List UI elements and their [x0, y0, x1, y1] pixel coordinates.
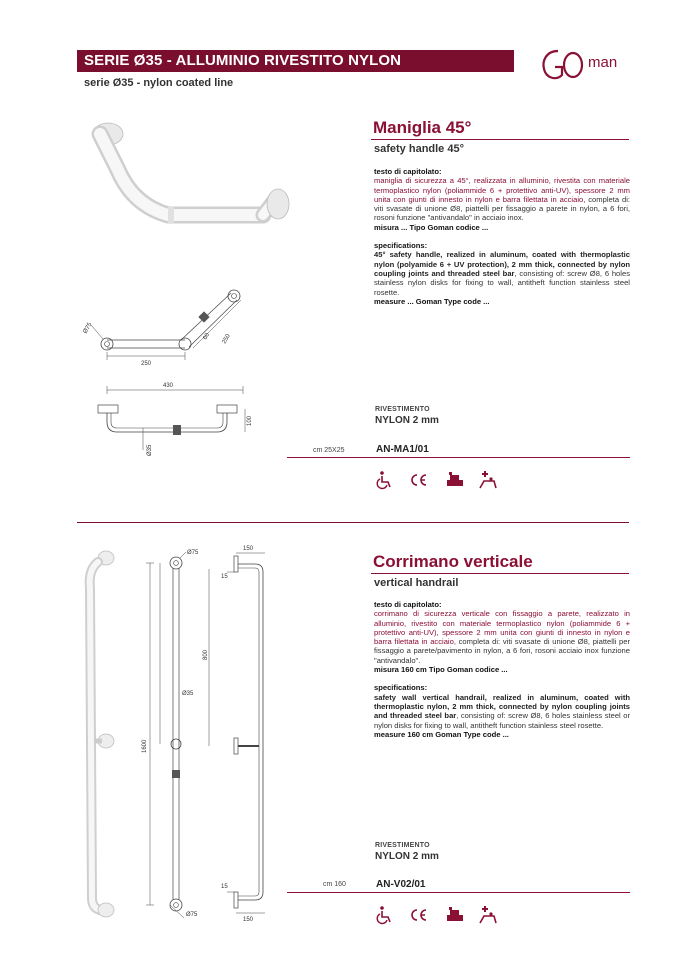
dim-1600: 1600: [142, 739, 148, 753]
dim-100: 100: [247, 415, 253, 426]
product2-photo: [80, 548, 130, 918]
page-subtitle: serie Ø35 - nylon coated line: [84, 77, 234, 89]
dim-d75-top: Ø75: [187, 550, 199, 556]
product2-en-text: , consisting of: screw Ø8, 6 holes stainless steel or nylon disks for fixing to wall, antitheft function stainless steel rosette.: [374, 711, 630, 730]
product2-subtitle: vertical handrail: [374, 577, 459, 589]
product1-en-measure: measure ... Goman Type code ...: [374, 296, 490, 306]
ce-mark-icon: [408, 905, 428, 925]
product1-code-rule: [287, 457, 630, 458]
dim-60: 60: [202, 332, 212, 341]
product1-en-label: specifications:: [374, 241, 428, 251]
dim-150-top: 150: [243, 546, 254, 552]
section-divider: [77, 522, 629, 523]
product2-icons: [374, 905, 514, 927]
dim-d75-bot: Ø75: [186, 912, 198, 918]
product2-en-label: specifications:: [374, 683, 428, 693]
dim-d35: Ø35: [182, 691, 194, 697]
product2-coating-label: RIVESTIMENTO: [375, 842, 430, 849]
product2-size: cm 160: [323, 881, 346, 888]
dim-15-bot: 15: [221, 884, 228, 890]
product2-it-text-red: corrimano di sicurezza verticale con fissaggio a parete, realizzato in alluminio, rivestito con materiale termoplastico nylon (poliammide 6 + protettivo anti-UV), spessore 2 mm unita con giunti di innesto in nylon e barra filettata in acciaio,: [374, 609, 630, 647]
wheelchair-icon: [374, 470, 394, 490]
wheelchair-icon: [374, 905, 394, 925]
product1-size: cm 25X25: [313, 447, 345, 454]
ce-mark-icon: [408, 470, 428, 490]
product1-it-text-red: maniglia di sicurezza a 45°, realizzata in alluminio, rivestita con materiale termoplastico nylon (poliammide 6 + protettivo anti-UV), spessore 2 mm unita con giunti di innesto in nylon e barra filettata in acciaio,: [374, 176, 630, 204]
product2-title-rule: [371, 573, 629, 574]
product2-it-text: completa di: viti svasate di unione Ø8, piattelli per fissaggio a parete/pavimento in nylon, a 6 fori, rosoni acciaio inox funzione "antivandalo".: [374, 637, 630, 665]
product1-title: Maniglia 45°: [373, 118, 472, 137]
hotel-bed-icon: [445, 905, 465, 925]
hospital-bed-icon: [478, 905, 498, 925]
product2-en-text-bold: safety wall vertical handrail, realized in aluminum, coated with thermoplastic nylon, 2 mm thick, connected by nylon coupling joints and threaded steel bar: [374, 692, 630, 721]
product1-en-text: , consisting of: screw Ø8, 6 holes stainless nylon disks for fixing to wall, antitheft function stainless steel rosette.: [374, 268, 630, 297]
hotel-bed-icon: [445, 470, 465, 490]
product2-title: Corrimano verticale: [373, 552, 533, 571]
dim-15-top: 15: [221, 574, 228, 580]
product1-drawing-top: [82, 280, 275, 375]
hospital-bed-icon: [478, 470, 498, 490]
logo-text: man: [588, 54, 618, 71]
dim-150-bot: 150: [243, 917, 254, 923]
dim-d75: Ø75: [82, 321, 94, 335]
product1-drawing-front: [95, 380, 265, 460]
product1-title-rule: [371, 139, 629, 140]
product1-it-label: testo di capitolato:: [374, 167, 442, 176]
product1-description: [374, 167, 630, 306]
page-title: SERIE Ø35 - ALLUMINIO RIVESTITO NYLON: [84, 52, 402, 69]
dim-250-b: 250: [221, 333, 232, 345]
product2-it-measure: misura 160 cm Tipo Goman codice ...: [374, 665, 508, 675]
product2-it-label: testo di capitolato:: [374, 600, 442, 609]
product2-coating-value: NYLON 2 mm: [375, 851, 439, 862]
product1-code: AN-MA1/01: [376, 444, 429, 455]
product1-coating-value: NYLON 2 mm: [375, 415, 439, 426]
product1-it-measure: misura ... Tipo Goman codice ...: [374, 222, 489, 232]
product1-icons: [374, 470, 514, 492]
dim-430: 430: [163, 383, 174, 389]
product2-description: [374, 600, 630, 739]
product1-it-text: completa di: viti svasate di unione Ø8, piattelli per fissaggio a parete in nylon, a 6 fori, rosoni funzione "antivandalo" in acciaio inox.: [374, 194, 630, 223]
product2-drawing-side: [203, 545, 275, 925]
product2-code: AN-V02/01: [376, 879, 426, 890]
dim-250-a: 250: [141, 361, 152, 367]
dim-d35: Ø35: [147, 444, 153, 456]
product1-subtitle: safety handle 45°: [374, 143, 464, 155]
product2-code-rule: [287, 892, 630, 893]
product1-en-text-bold: 45° safety handle, realized in aluminum, coated with thermoplastic nylon (polyamide 6 + UV protection), 2 mm thick, connected by nylon coupling joints and threaded steel bar: [374, 250, 630, 278]
goman-logo: [540, 45, 630, 85]
product1-coating-label: RIVESTIMENTO: [375, 406, 430, 413]
product1-photo: [78, 120, 293, 240]
dim-800: 800: [203, 649, 209, 660]
product2-en-measure: measure 160 cm Goman Type code ...: [374, 729, 509, 739]
